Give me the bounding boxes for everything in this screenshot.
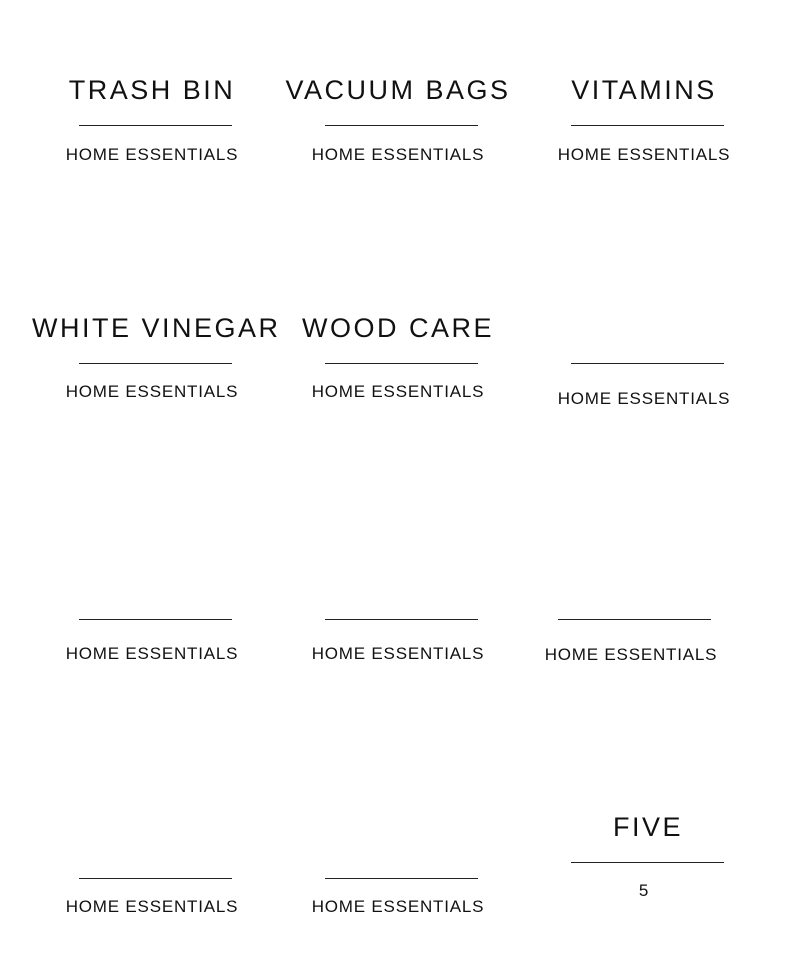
label-divider [325, 363, 478, 364]
label-divider [79, 125, 232, 126]
label-subtitle: HOME ESSENTIALS [557, 145, 731, 164]
label-number: 5 [638, 881, 650, 900]
label-divider [79, 363, 232, 364]
label-wood-care [278, 308, 518, 418]
label-subtitle: HOME ESSENTIALS [65, 382, 239, 401]
label-blank [511, 564, 751, 674]
label-subtitle: HOME ESSENTIALS [65, 145, 239, 164]
label-blank [32, 824, 272, 934]
label-subtitle: HOME ESSENTIALS [544, 645, 718, 664]
label-divider [571, 862, 724, 863]
label-subtitle: HOME ESSENTIALS [65, 644, 239, 663]
label-divider [571, 363, 724, 364]
label-subtitle: HOME ESSENTIALS [311, 145, 485, 164]
label-title: WHITE VINEGAR [32, 313, 281, 343]
label-blank [278, 824, 518, 934]
label-subtitle: HOME ESSENTIALS [311, 644, 485, 663]
label-divider [558, 619, 711, 620]
label-title: VITAMINS [571, 75, 717, 105]
label-blank [524, 308, 764, 418]
label-trash-bin [32, 70, 272, 180]
label-blank [32, 564, 272, 674]
label-five [528, 807, 768, 917]
label-title: WOOD CARE [301, 313, 494, 343]
label-subtitle: HOME ESSENTIALS [311, 382, 485, 401]
label-title: VACUUM BAGS [285, 75, 511, 105]
label-blank [278, 564, 518, 674]
label-divider [79, 619, 232, 620]
label-vacuum-bags [278, 70, 518, 180]
label-subtitle: HOME ESSENTIALS [65, 897, 239, 916]
label-vitamins [524, 70, 764, 180]
label-divider [79, 878, 232, 879]
label-title: FIVE [612, 812, 683, 842]
label-divider [325, 619, 478, 620]
label-title: TRASH BIN [68, 75, 236, 105]
label-subtitle: HOME ESSENTIALS [557, 389, 731, 408]
label-white-vinegar [32, 308, 281, 418]
label-divider [571, 125, 724, 126]
label-divider [325, 878, 478, 879]
label-subtitle: HOME ESSENTIALS [311, 897, 485, 916]
label-divider [325, 125, 478, 126]
